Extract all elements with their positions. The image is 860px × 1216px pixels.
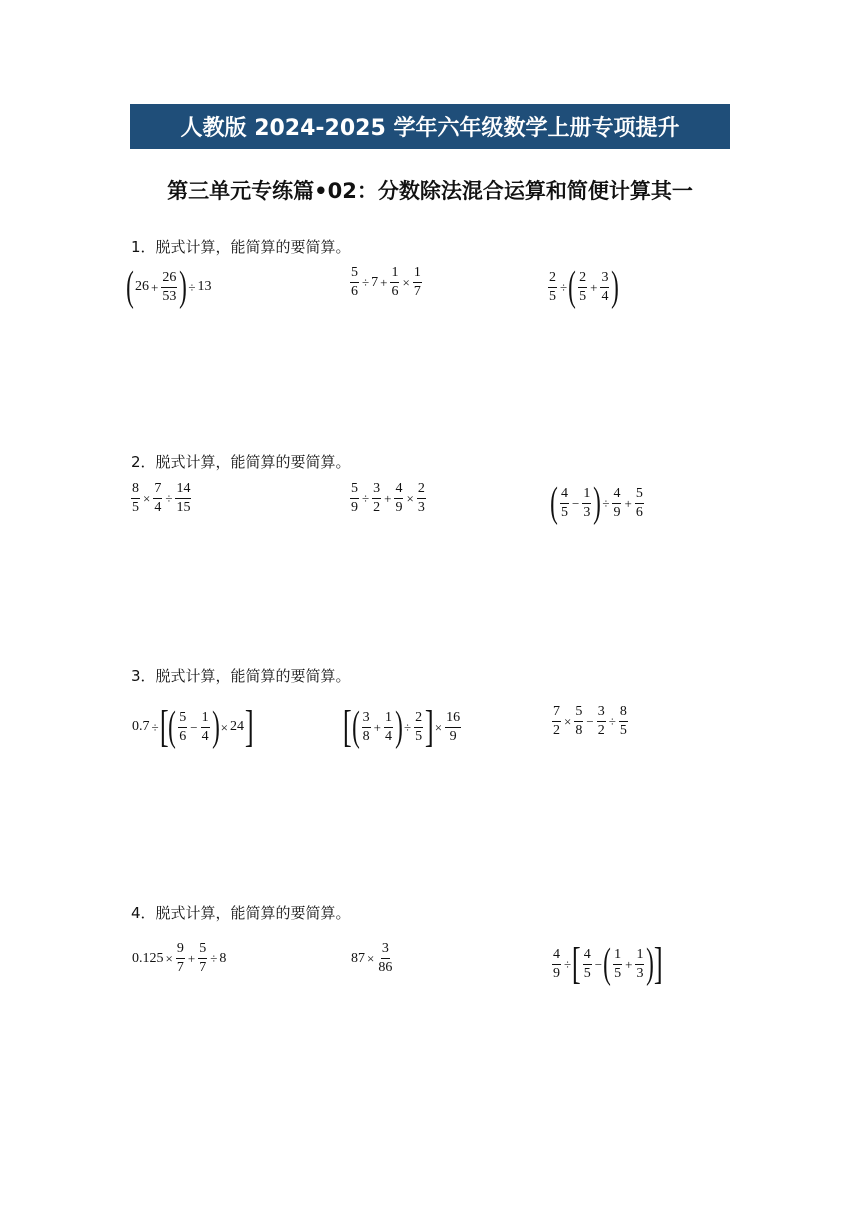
fraction	[600, 271, 609, 304]
fraction-denominator: 9	[553, 965, 560, 981]
q4-expression-a	[131, 942, 227, 975]
fraction	[390, 266, 399, 299]
fraction	[597, 705, 606, 738]
fraction	[583, 948, 592, 981]
operator: ÷	[165, 491, 173, 506]
right-paren: )	[179, 264, 188, 310]
operator: ×	[220, 719, 228, 735]
fraction-denominator: 7	[176, 960, 184, 975]
q3-expression-a	[131, 702, 254, 751]
fraction	[612, 487, 621, 520]
fraction-denominator: 4	[154, 500, 162, 515]
fraction-numerator: 2	[578, 271, 587, 288]
fraction	[161, 271, 177, 304]
fraction-numerator: 3	[600, 271, 609, 288]
fraction-denominator: 5	[583, 965, 591, 981]
fraction-denominator: 8	[362, 728, 370, 744]
fraction-numerator: 5	[350, 482, 359, 499]
fraction-numerator: 4	[560, 487, 569, 504]
number: 0.125	[132, 950, 164, 966]
fraction	[394, 482, 403, 515]
right-bracket: ]	[654, 939, 664, 988]
left-bracket: [	[342, 702, 352, 751]
q1-expression-b	[348, 266, 424, 299]
fraction	[175, 482, 191, 515]
page-subtitle: 第三单元专练篇•02：分数除法混合运算和简便计算其一	[167, 179, 693, 203]
left-bracket: [	[159, 702, 169, 751]
title-banner	[130, 104, 730, 149]
number: 87	[351, 950, 365, 966]
question-1-title: 1．脱式计算，能简算的要简算。	[131, 238, 351, 256]
operator: ×	[434, 719, 443, 735]
q3-expression-c	[550, 705, 630, 738]
fraction-denominator: 4	[201, 728, 209, 744]
left-bracket: [	[572, 939, 581, 988]
fraction-denominator: 9	[613, 504, 621, 520]
fraction	[413, 266, 422, 299]
question-2-title: 2．脱式计算，能简算的要简算。	[131, 453, 351, 471]
fraction	[350, 266, 359, 299]
fraction	[377, 942, 393, 975]
fraction-numerator: 7	[153, 482, 162, 499]
fraction-numerator: 3	[597, 705, 606, 722]
q4-expression-c	[550, 939, 664, 988]
operator: ÷	[362, 275, 370, 290]
right-bracket: ]	[425, 702, 434, 751]
fraction-denominator: 5	[549, 288, 556, 304]
question-4-title: 4．脱式计算，能简算的要简算。	[131, 904, 351, 922]
operator: +	[384, 491, 392, 506]
fraction-denominator: 5	[132, 500, 139, 515]
fraction-numerator: 1	[582, 487, 591, 504]
operator: ÷	[602, 495, 610, 511]
operator: ÷	[362, 491, 370, 506]
fraction	[578, 271, 587, 304]
q2-expression-a	[129, 482, 193, 515]
fraction-numerator: 4	[612, 487, 621, 504]
fraction-numerator: 5	[574, 705, 583, 722]
fraction-denominator: 5	[619, 723, 627, 738]
fraction-numerator: 3	[362, 711, 371, 728]
fraction-denominator: 9	[395, 500, 403, 515]
fraction-denominator: 15	[176, 500, 191, 515]
fraction	[384, 711, 393, 744]
fraction-denominator: 5	[614, 965, 622, 981]
operator: +	[187, 951, 196, 966]
fraction	[635, 487, 644, 520]
operator: ÷	[564, 956, 572, 972]
operator: −	[586, 714, 594, 729]
operator: −	[190, 719, 198, 735]
right-paren: )	[395, 704, 403, 750]
operator: +	[624, 495, 632, 511]
operator: ×	[165, 951, 173, 966]
operator: +	[625, 956, 633, 972]
fraction	[635, 948, 644, 981]
fraction	[417, 482, 426, 515]
fraction-denominator: 9	[449, 728, 457, 744]
number: 7	[371, 274, 379, 290]
fraction-numerator: 3	[381, 942, 390, 959]
fraction	[552, 705, 561, 738]
fraction	[552, 948, 561, 981]
fraction	[560, 487, 569, 520]
fraction-numerator: 2	[414, 711, 423, 728]
left-paren: (	[603, 941, 611, 987]
question-3-title: 3．脱式计算，能简算的要简算。	[131, 667, 351, 685]
fraction-numerator: 1	[413, 266, 422, 283]
fraction-numerator: 2	[417, 482, 426, 499]
q1-expression-a	[126, 266, 212, 308]
right-paren: )	[211, 704, 220, 750]
fraction	[613, 948, 622, 981]
fraction-numerator: 1	[390, 266, 399, 283]
q3-expression-b	[342, 702, 463, 751]
right-paren: )	[593, 480, 602, 526]
fraction	[131, 482, 140, 515]
banner-title: 人教版 2024-2025 学年六年级数学上册专项提升	[180, 116, 680, 141]
left-paren: (	[351, 704, 360, 750]
fraction-numerator: 26	[161, 271, 177, 288]
operator: ×	[402, 275, 410, 290]
operator: ×	[406, 491, 414, 506]
number: 24	[229, 719, 244, 734]
operator: −	[572, 495, 580, 511]
fraction-denominator: 86	[378, 960, 393, 975]
fraction	[176, 942, 185, 975]
fraction-numerator: 4	[552, 948, 561, 965]
fraction-numerator: 1	[613, 948, 622, 965]
fraction-denominator: 6	[635, 504, 643, 520]
fraction	[198, 942, 207, 975]
fraction-denominator: 7	[413, 284, 421, 299]
fraction-denominator: 7	[199, 960, 207, 975]
operator: −	[594, 956, 603, 972]
fraction-denominator: 4	[385, 728, 392, 744]
operator: ÷	[560, 279, 568, 295]
operator: +	[151, 279, 159, 295]
fraction-numerator: 5	[350, 266, 359, 283]
fraction-numerator: 1	[635, 948, 644, 965]
fraction-denominator: 4	[601, 288, 609, 304]
fraction-denominator: 2	[553, 723, 560, 738]
fraction-denominator: 3	[417, 500, 425, 515]
number: 0.7	[132, 719, 150, 734]
q1-expression-c	[546, 266, 619, 308]
operator: +	[380, 275, 388, 290]
operator: ×	[143, 491, 151, 506]
fraction-numerator: 14	[175, 482, 191, 499]
fraction-denominator: 9	[351, 500, 358, 515]
fraction-numerator: 1	[384, 711, 393, 728]
fraction-numerator: 8	[619, 705, 628, 722]
operator: ×	[564, 714, 572, 729]
left-paren: (	[126, 264, 134, 310]
fraction-numerator: 1	[201, 711, 210, 728]
fraction-numerator: 9	[176, 942, 185, 959]
fraction-denominator: 5	[561, 504, 568, 520]
fraction	[582, 487, 591, 520]
operator: +	[590, 279, 598, 295]
operator: +	[373, 719, 381, 735]
operator: ÷	[188, 279, 196, 295]
fraction-numerator: 3	[372, 482, 381, 499]
fraction	[178, 711, 187, 744]
fraction	[548, 271, 557, 304]
fraction-numerator: 5	[198, 942, 207, 959]
operator: ÷	[210, 951, 218, 966]
fraction-denominator: 3	[583, 504, 591, 520]
left-paren: (	[168, 704, 177, 750]
q2-expression-b	[348, 482, 428, 515]
fraction-numerator: 4	[583, 948, 592, 965]
right-bracket: ]	[244, 702, 254, 751]
right-paren: )	[646, 941, 655, 987]
fraction-denominator: 8	[575, 723, 583, 738]
operator: ×	[367, 951, 375, 966]
fraction-denominator: 53	[162, 288, 177, 304]
fraction	[201, 711, 210, 744]
number: 26	[135, 279, 149, 294]
fraction-numerator: 5	[178, 711, 187, 728]
number: 8	[219, 950, 227, 966]
operator: ÷	[151, 719, 159, 735]
fraction-numerator: 16	[445, 711, 461, 728]
fraction-numerator: 7	[552, 705, 561, 722]
operator: ÷	[404, 719, 412, 735]
fraction-denominator: 6	[351, 284, 358, 299]
fraction-numerator: 5	[635, 487, 644, 504]
fraction-numerator: 4	[394, 482, 403, 499]
q4-expression-b	[350, 942, 395, 975]
fraction	[372, 482, 381, 515]
fraction	[153, 482, 162, 515]
fraction-denominator: 2	[373, 500, 381, 515]
fraction-denominator: 3	[636, 965, 644, 981]
fraction	[445, 711, 461, 744]
right-paren: )	[611, 264, 620, 310]
fraction	[574, 705, 583, 738]
fraction-denominator: 5	[415, 728, 423, 744]
operator: ÷	[608, 714, 616, 729]
fraction-denominator: 5	[579, 288, 587, 304]
q2-expression-c	[550, 482, 646, 524]
fraction-denominator: 6	[391, 284, 399, 299]
fraction-denominator: 2	[597, 723, 605, 738]
fraction-denominator: 6	[179, 728, 187, 744]
fraction	[414, 711, 423, 744]
fraction-numerator: 8	[131, 482, 140, 499]
fraction	[362, 711, 371, 744]
number: 13	[197, 279, 212, 294]
left-paren: (	[568, 264, 576, 310]
fraction	[350, 482, 359, 515]
fraction	[619, 705, 628, 738]
fraction-numerator: 2	[548, 271, 557, 288]
left-paren: (	[550, 480, 558, 526]
